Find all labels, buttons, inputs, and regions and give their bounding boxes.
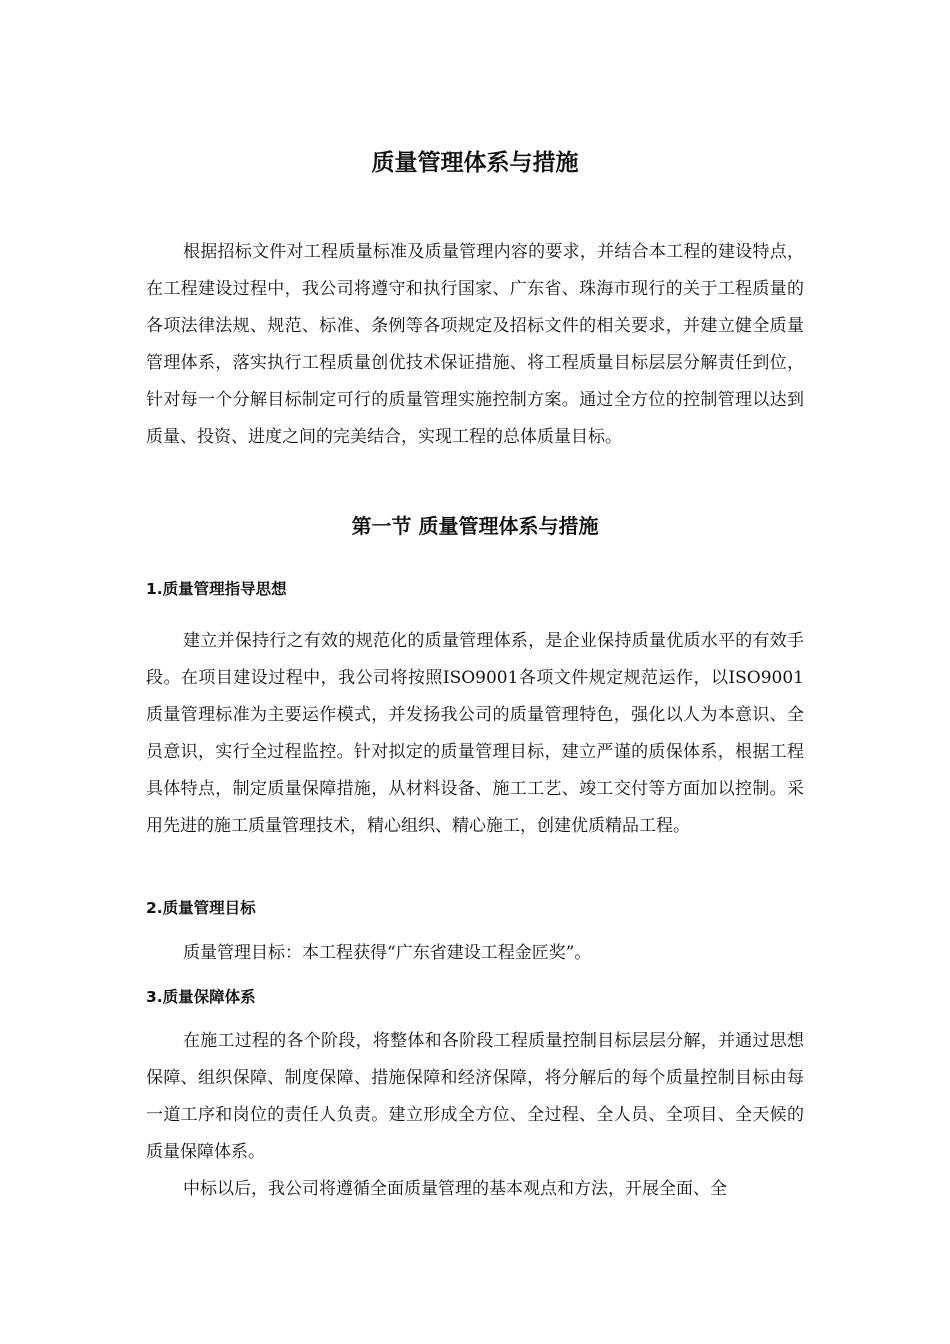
paragraph-quality-assurance: 在施工过程的各个阶段，将整体和各阶段工程质量控制目标层层分解，并通过思想保障、组织保障、制度保障、措施保障和经济保障，将分解后的每个质量控制目标由每一道工序和岗位的责任人负责。建立形成全方位、全过程、全人员、全项目、全天候的质量保障体系。 — [146, 1031, 804, 1162]
document-title: 质量管理体系与措施 — [371, 150, 579, 176]
section-title: 第一节 质量管理体系与措施 — [351, 514, 599, 538]
paragraph-quality-goal: 质量管理目标：本工程获得“广东省建设工程金匠奖”。 — [183, 943, 592, 963]
intro-paragraph: 根据招标文件对工程质量标准及质量管理内容的要求，并结合本工程的建设特点，在工程建设过程中，我公司将遵守和执行国家、广东省、珠海市现行的关于工程质量的各项法律法规、规范、标准、条例等各项规定及招标文件的相关要求，并建立健全质量管理体系，落实执行工程质量创优技术保证措施、将工程质量目标层层分解责任到位，针对每一个分解目标制定可行的质量管理实施控制方案。通过全方位的控制管理以达到质量、投资、进度之间的完美结合，实现工程的总体质量目标。 — [146, 242, 804, 447]
subsection-heading-quality-goal: 2.质量管理目标 — [146, 899, 256, 917]
subsection-heading-quality-assurance: 3.质量保障体系 — [146, 988, 256, 1006]
paragraph-after-award: 中标以后，我公司将遵循全面质量管理的基本观点和方法，开展全面、全 — [183, 1179, 727, 1199]
paragraph-guiding-thought: 建立并保持行之有效的规范化的质量管理体系，是企业保持质量优质水平的有效手段。在项目建设过程中，我公司将按照ISO9001各项文件规定规范运作，以ISO9001质量管理标准为主要运作模式，并发扬我公司的质量管理特色，强化以人为本意识、全员意识，实行全过程监控。针对拟定的质量管理目标，建立严谨的质保体系，根据工程具体特点，制定质量保障措施，从材料设备、施工工艺、竣工交付等方面加以控制。采用先进的施工质量管理技术，精心组织、精心施工，创建优质精品工程。 — [146, 631, 804, 836]
subsection-heading-guiding-thought: 1.质量管理指导思想 — [146, 580, 287, 598]
